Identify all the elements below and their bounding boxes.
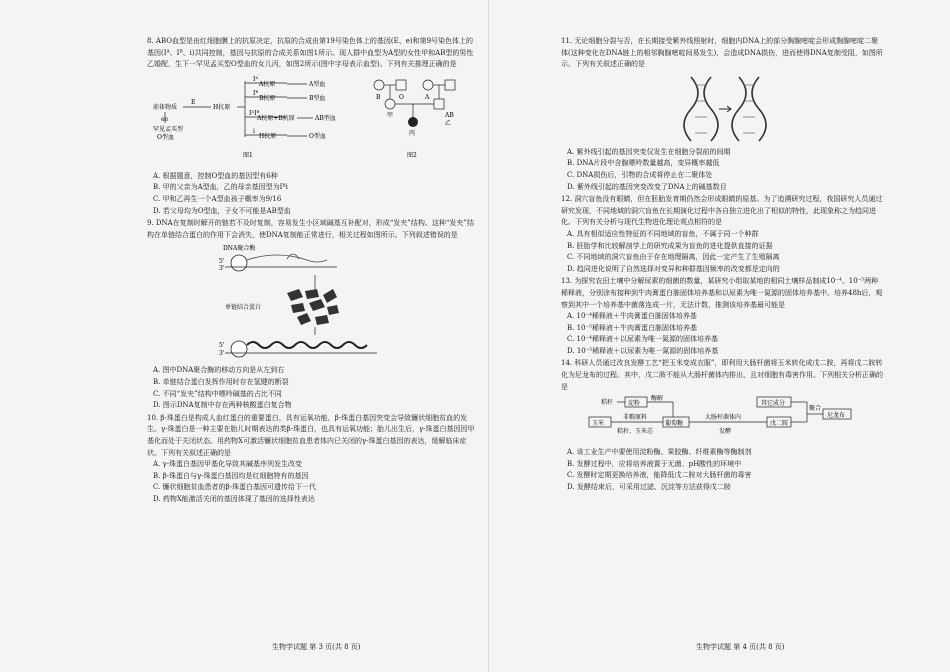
- q10-option-d: D. 药物X能激活关闭的基因体现了基因的选择性表达: [153, 494, 315, 503]
- q9-option-c: C. 不同“发夹”结构中嘌呤碱基的占比不同: [153, 389, 282, 398]
- q11-dna-svg: [561, 73, 883, 145]
- question-13: [561, 276, 883, 357]
- q10-option-c: C. 镰状细胞贫血患者的β-珠蛋白基因可遗传给下一代: [153, 483, 316, 492]
- q14-nonfood: 非粮原料: [623, 414, 648, 422]
- question-14: [561, 358, 883, 493]
- q12-option-c: C. 不同地域的洞穴盲鱼由于存在地理隔离，因此一定产生了生殖隔离: [567, 253, 780, 262]
- page-fold: [488, 0, 489, 672]
- fig2-bing: 丙: [409, 129, 416, 137]
- q14-pentane: 戊二胺: [770, 420, 789, 428]
- fig1-caption: 图1: [243, 151, 253, 159]
- fig1-h-antigen2: H抗原: [259, 132, 277, 140]
- fig1-b-type: B型血: [309, 94, 326, 102]
- q12-option-a: A. 具有相似适应性特征的不同地域的盲鱼，不属于同一个种群: [567, 229, 759, 238]
- q13-option-a: A. 10⁻⁴稀释液＋牛肉膏蛋白胨固体培养基: [567, 312, 697, 321]
- fig2-bing-symbol: [408, 117, 418, 127]
- q14-starch: 淀粉: [628, 400, 641, 408]
- fig1-ee: ee: [161, 115, 169, 123]
- q11-option-c: C. DNA损伤后，引物的合成将停止在二聚体处: [567, 170, 713, 179]
- left-page: [147, 36, 477, 506]
- fig2-a: A: [425, 93, 430, 101]
- q9-polymerase-label: DNA聚合酶: [223, 245, 256, 253]
- fig2-caption: 图2: [407, 151, 417, 159]
- q14-option-c: C. 发酵时定期更换培养液，能降低戊二胺对大肠杆菌的毒害: [567, 471, 752, 480]
- fig1-o-type: O型血: [309, 132, 326, 140]
- q10-option-b: B. β-珠蛋白与γ-珠蛋白基因均是红细胞特有的基因: [153, 471, 309, 480]
- question-9: [147, 218, 477, 412]
- fig2-b: B: [376, 93, 381, 101]
- fig2-o: O: [399, 93, 404, 101]
- q14-nylon: 尼龙布: [827, 412, 846, 420]
- left-footer: 生物学试题 第 3 页(共 8 页): [272, 643, 361, 651]
- q8-option-c: C. 甲和乙再生一个A型血孩子概率为9/16: [153, 194, 282, 203]
- q9-option-d: D. 图示DNA复制中存在两种核酸蛋白复合物: [153, 401, 292, 410]
- q8-option-d: D. 若父母均为O型血，子女不可能是AB型血: [153, 206, 291, 215]
- q10-stem: 10. β-珠蛋白是构成人血红蛋白的重要蛋白，具有运氧功能，β-珠蛋白基因突变会导致镰状细胞贫血的发生。γ-珠蛋白是一种主要在胎儿时期表达的类β-珠蛋白，也具有运氧功能；胎儿出生后，γ-珠蛋白基因因甲基化而处于关闭状态。用药物X可激活镰状细胞贫血患者体内已关闭的γ-珠蛋白基因的表达，缓解临床症状。下列有关叙述正确的是: [147, 413, 475, 457]
- q12-stem: 12. 洞穴盲鱼没有眼睛，但在胚胎发育期仍然会形成眼睛的原基。为了追溯研究过程，我国研究人员通过研究发现，不同地域的洞穴盲鱼在长期演化过程中各自独立进化出了相似的特性，此现象称之为趋同进化。下列有关分析与现代生物进化理论观点相符的是: [561, 195, 883, 227]
- q13-option-c: C. 10⁻⁴稀释液＋以尿素为唯一氮源的固体培养基: [567, 335, 718, 344]
- fig2-ab: AB: [445, 111, 454, 119]
- q14-straw-top: 秸秆: [601, 399, 614, 407]
- fig1-o: O型血: [157, 133, 174, 141]
- q9-3-end: 3': [219, 265, 225, 273]
- fig1-h-antigen: H抗原: [213, 103, 231, 111]
- q8-option-a: A. 根据题意，控制O型血的基因型有6种: [153, 171, 278, 180]
- right-footer: 生物学试题 第 4 页(共 8 页): [696, 643, 785, 651]
- ssb-proteins: [287, 289, 339, 325]
- q14-flow-svg: [561, 395, 883, 445]
- q14-other: 其它成分: [761, 400, 786, 408]
- fig1-IAIB: IᴬIᴮ: [249, 109, 260, 117]
- fig1-ab-antigen: A抗原+B抗原: [257, 114, 295, 122]
- q8-option-b: B. 甲的父亲为A型血，乙的母亲基因型为Iᴮi: [153, 183, 288, 192]
- q9-figure: [147, 243, 477, 363]
- fig1-precursor: 前体物质: [153, 103, 178, 111]
- question-10: [147, 413, 477, 506]
- q14-option-a: A. 该工业生产中要使用淀粉酶、果胶酶、纤维素酶等酶制剂: [567, 448, 752, 457]
- fig1-b-antigen: B抗原: [259, 94, 276, 102]
- fig1-IA: Iᴬ: [253, 75, 259, 83]
- q9-option-b: B. 单链结合蛋白发挥作用时存在氢键的断裂: [153, 377, 289, 386]
- q14-straw-cob: 秸秆、玉米芯: [617, 428, 654, 436]
- q11-option-d: D. 紫外线引起的基因突变改变了DNA上的碱基数目: [567, 182, 727, 191]
- right-page: [561, 36, 883, 495]
- fig1-i: i: [253, 127, 255, 135]
- fig1-ab-type: AB型血: [315, 114, 336, 122]
- q11-stem: 11. 无论细胞分裂与否，在长期接受紫外线照射时，细胞内DNA上的部分胸腺嘧啶会形成胸腺嘧啶二聚体(这种变化在DNA链上的相邻胸腺嘧啶间易发生)，会造成DNA损伤，进而使得DNA复制受阻，如图所示。下列有关叙述正确的是: [561, 37, 883, 69]
- fig1-a-type: A型血: [309, 80, 326, 88]
- question-11: [561, 36, 883, 193]
- question-12: [561, 194, 883, 275]
- q11-figure: [561, 73, 883, 145]
- q14-ecoli: 大肠杆菌体内: [705, 414, 742, 422]
- fig2-jia: 甲: [387, 111, 394, 119]
- q8-figure-svg: [147, 73, 477, 169]
- polymerase-shape: [231, 255, 247, 271]
- q13-option-d: D. 10⁻⁵稀释液＋以尿素为唯一氮源的固体培养基: [567, 346, 719, 355]
- q14-glucose: 葡萄糖: [665, 420, 684, 428]
- q9-5-end: 5': [219, 258, 225, 266]
- q8-stem: 8. ABO血型是由红细胞膜上的抗原决定，抗原的合成由第19号染色体上的基因(E、e)和第9号染色体上的基因(Iᴬ、Iᴮ、i)共同控制，基因与抗原的合成关系如图1所示。现人群中血型为A型的女性甲和AB型的男性乙婚配，生下一罕见孟买型O型血的女儿丙，如图2所示(图中字母表示血型)。下列有关推理正确的是: [147, 37, 474, 69]
- q11-option-a: A. 紫外线引起的基因突变仅发生在细胞分裂前的间期: [567, 147, 731, 156]
- q9-figure-svg: [147, 243, 477, 363]
- fig1-E: E: [191, 98, 196, 106]
- q13-stem: 13. 为探究农田土壤中分解尿素的细菌的数量，某研究小组取某地的相同土壤样品制成10⁻⁴、10⁻⁵两种稀释液，分别涂布接种到牛肉膏蛋白胨固体培养基和以尿素为唯一氮源的固体培养基中。培养48h后，观察到其中一个培养基中菌落连成一片，无法计数，推测该培养基最可能是: [561, 277, 883, 309]
- q14-enzyme: 酶解: [651, 395, 664, 403]
- q11-option-b: B. DNA片段中含腺嘌呤数量越高，变异概率越低: [567, 159, 720, 168]
- fig1-IB: Iᴮ: [253, 89, 259, 97]
- q9-5-end-b: 5': [219, 342, 225, 350]
- q12-option-b: B. 胚胎学和比较解剖学上的研究成果为盲鱼的进化提供直接的证据: [567, 241, 773, 250]
- uv-arrow: [719, 106, 731, 112]
- q14-stem: 14. 科研人员通过改良发酵工艺“把玉米变成衣服”，即利用大肠杆菌将玉米转化成戊二胺，再将戊二胺转化为尼龙布的过程。其中，戊二胺不能从大肠杆菌体内排出，且对细胞有毒害作用。下列相关分析正确的是: [561, 359, 883, 391]
- fig1-a-antigen: A抗原: [259, 80, 276, 88]
- q14-corn: 玉米: [592, 420, 605, 428]
- q13-option-b: B. 10⁻⁵稀释液＋牛肉膏蛋白胨固体培养基: [567, 323, 698, 332]
- q8-figures: [147, 73, 477, 169]
- q14-option-b: B. 发酵过程中，应将培养液置于无菌、pH酸性的环境中: [567, 459, 742, 468]
- q14-figure: [561, 395, 883, 445]
- question-8: [147, 36, 477, 217]
- q14-polymer: 聚合: [809, 405, 822, 413]
- q14-option-d: D. 发酵结束后，可采用过滤、沉淀等方法获得戊二胺: [567, 483, 731, 492]
- q14-ferment: 发酵: [719, 428, 732, 436]
- fig2-yi: 乙: [445, 119, 452, 127]
- q9-stem: 9. DNA在复制时解开的链若不及时复制，容易发生小区域碱基互补配对，形成“发夹”结构。这种“发夹”结构在单链结合蛋白的作用下会消失，使DNA复制能正常进行，相关过程如图所示。下列叙述错误的是: [147, 219, 475, 239]
- fig1-bombay: 罕见孟买型: [153, 125, 184, 133]
- q12-option-d: D. 趋同进化说明了自然选择对变异和种群基因频率的改变都是定向的: [567, 264, 780, 273]
- q9-3-end-b: 3': [219, 350, 225, 358]
- q9-ssb-label: 单链结合蛋白: [225, 304, 262, 312]
- q10-option-a: A. γ-珠蛋白基因甲基化导致其碱基序列发生改变: [153, 460, 303, 469]
- polymerase-shape-2: [231, 341, 247, 357]
- q9-option-a: A. 图中DNA聚合酶的移动方向是从左到右: [153, 366, 285, 375]
